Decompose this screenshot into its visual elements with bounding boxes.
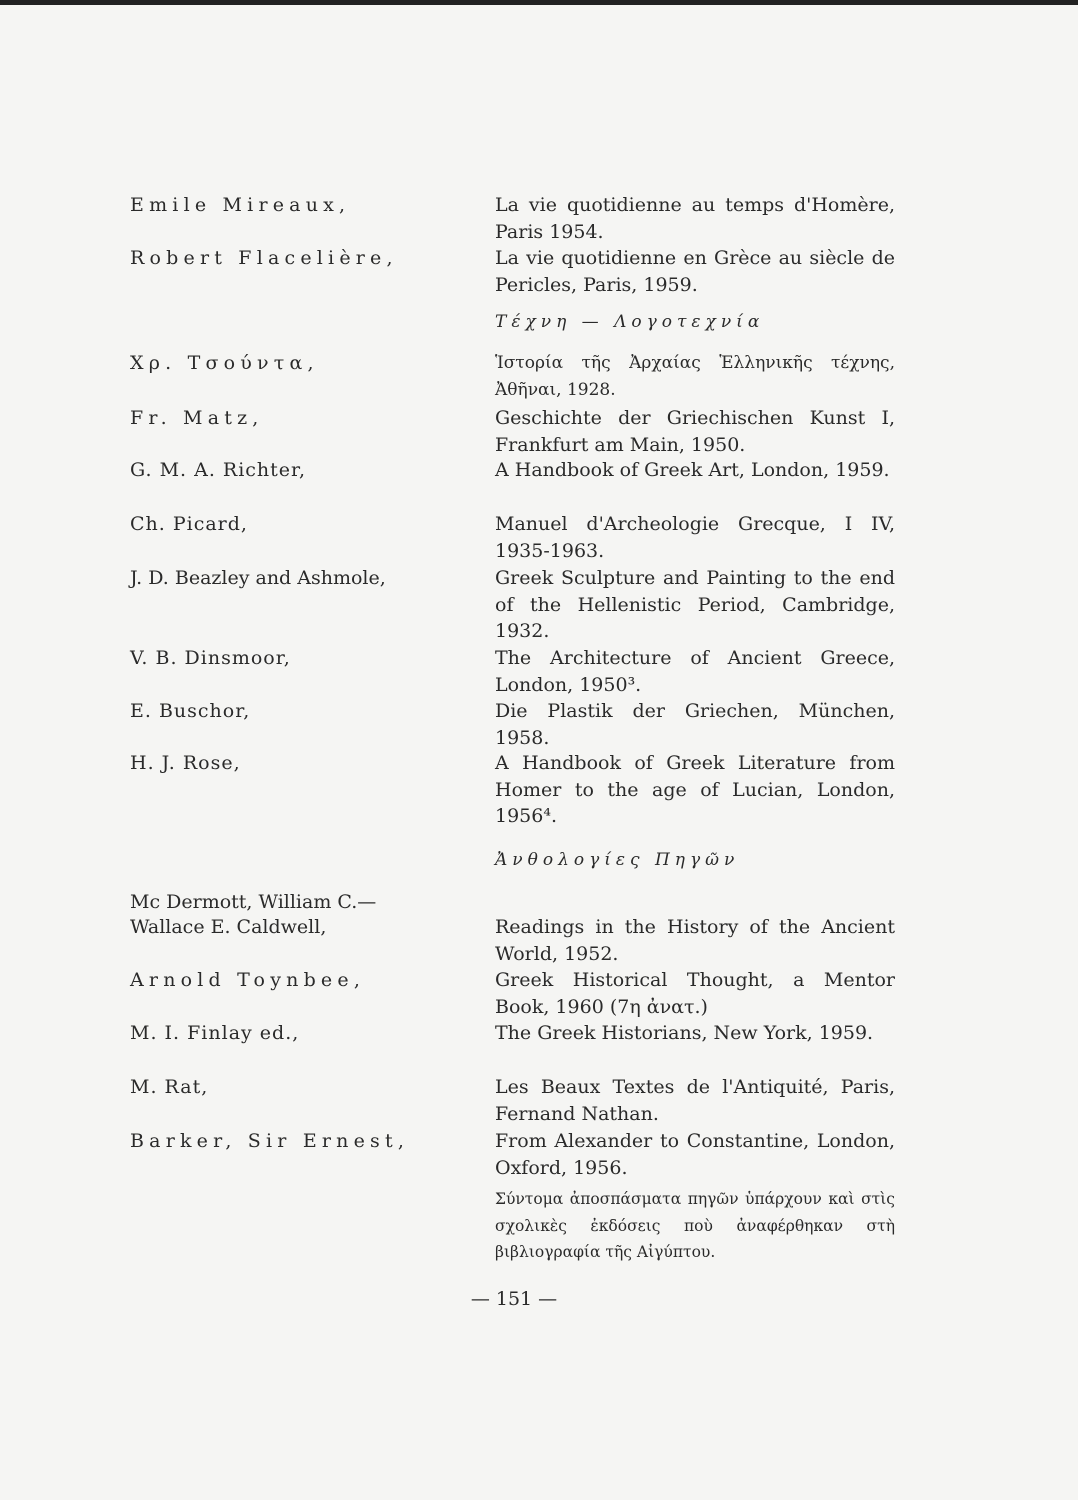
entry-work: Manuel d'Archeologie Grecque, I IV, 1935-1963. bbox=[495, 513, 895, 562]
entry-work: The Architecture of Ancient Greece, London, 1950³. bbox=[495, 647, 895, 696]
entry-work: Greek Sculpture and Painting to the end of the Hellenistic Period, Cambridge, 1932. bbox=[495, 567, 895, 642]
entry-author: J. D. Beazley and Ashmole, bbox=[130, 567, 386, 589]
entry-work: From Alexander to Constantine, London, Oxford, 1956. bbox=[495, 1130, 895, 1179]
entry-author: M. I. Finlay ed., bbox=[130, 1022, 300, 1044]
entry-work: Greek Historical Thought, a Mentor Book, 1960 (7η ἀνατ.) bbox=[495, 969, 895, 1018]
entry-author: M. Rat, bbox=[130, 1076, 209, 1098]
section-heading: Τέχνη — Λογοτεχνία bbox=[495, 312, 765, 332]
entry-author: Barker, Sir Ernest, bbox=[130, 1130, 410, 1152]
entry-work: Readings in the History of the Ancient World, 1952. bbox=[495, 916, 895, 965]
entry-author: Emile Mireaux, bbox=[130, 194, 351, 216]
entry-work: Geschichte der Griechischen Kunst I, Frankfurt am Main, 1950. bbox=[495, 407, 895, 456]
entry-author: Ch. Picard, bbox=[130, 513, 248, 535]
entry-author: Mc Dermott, William C.— bbox=[130, 891, 377, 913]
entry-work: Die Plastik der Griechen, München, 1958. bbox=[495, 700, 895, 749]
section-heading: Ἀνθολογίες Πηγῶν bbox=[495, 850, 740, 870]
footnote-text: Σύντομα ἀποσπάσματα πηγῶν ὑπάρχουν καὶ στὶς σχολικὲς ἐκδόσεις ποὺ ἀναφέρθηκαν στὴ βιβλιογραφία τῆς Αἰγύπτου. bbox=[495, 1190, 895, 1261]
entry-author: Fr. Matz, bbox=[130, 407, 264, 429]
entry-author: Χρ. Τσούντα, bbox=[130, 352, 319, 374]
entry-author: G. M. A. Richter, bbox=[130, 459, 307, 481]
entry-work: Les Beaux Textes de l'Antiquité, Paris, Fernand Nathan. bbox=[495, 1076, 895, 1125]
entry-work: A Handbook of Greek Art, London, 1959. bbox=[495, 459, 890, 481]
entry-author: Arnold Toynbee, bbox=[130, 969, 366, 991]
entry-author: Robert Flacelière, bbox=[130, 247, 398, 269]
entry-work: Ἱστορία τῆς Ἀρχαίας Ἑλληνικῆς τέχνης, Ἀθῆναι, 1928. bbox=[495, 353, 895, 400]
page-number: — 151 — bbox=[470, 1288, 558, 1310]
entry-author: E. Buschor, bbox=[130, 700, 251, 722]
entry-work: The Greek Historians, New York, 1959. bbox=[495, 1022, 874, 1044]
entry-work: La vie quotidienne en Grèce au siècle de Pericles, Paris, 1959. bbox=[495, 247, 895, 296]
entry-work: La vie quotidienne au temps d'Homère, Paris 1954. bbox=[495, 194, 895, 243]
entry-author-continued: Wallace E. Caldwell, bbox=[130, 916, 327, 938]
entry-author: V. B. Dinsmoor, bbox=[130, 647, 291, 669]
entry-work: A Handbook of Greek Literature from Homer to the age of Lucian, London, 1956⁴. bbox=[495, 752, 895, 827]
entry-author: H. J. Rose, bbox=[130, 752, 241, 774]
